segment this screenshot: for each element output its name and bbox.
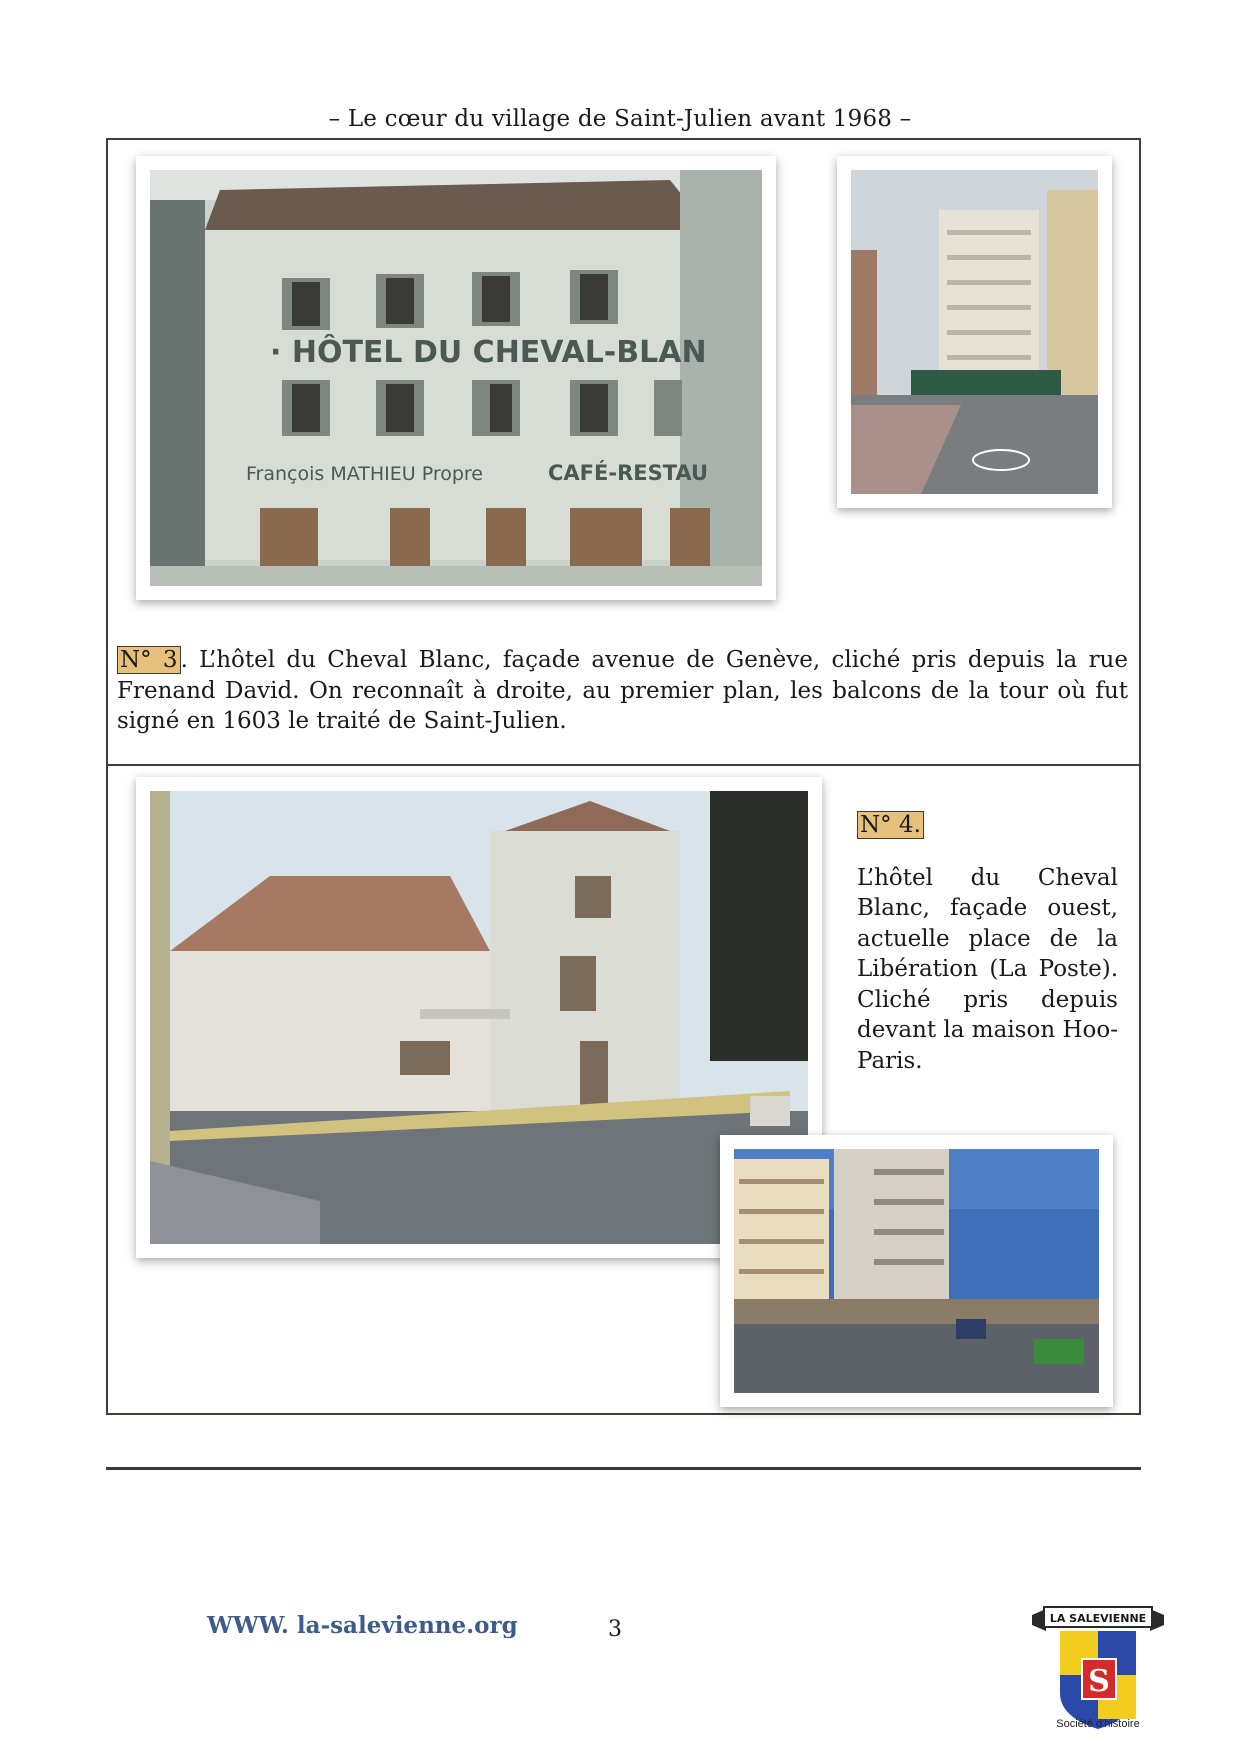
page-header: – Le cœur du village de Saint-Julien avant 1968 –: [328, 106, 912, 132]
caption-n4-text: L’hôtel du Cheval Blanc, façade ouest, actuelle place de la Libération (La Poste). Cliché pris depuis devant la maison Hoo-Paris.: [857, 864, 1118, 1074]
caption-n3-text: . L’hôtel du Cheval Blanc, façade avenue de Genève, cliché pris depuis la rue Frenand David. On reconnaît à droite, au premier plan, les balcons de la tour où fut signé en 1603 le traité de Saint-Julien.: [117, 647, 1128, 734]
tag-n4: N° 4.: [857, 811, 924, 839]
photo-rue-frenand-david-today: [837, 156, 1112, 508]
photo-place-liberation-today: [720, 1135, 1113, 1407]
logo-caption: Société d'histoire: [1056, 1718, 1140, 1730]
sign-owner: François MATHIEU Propre: [246, 463, 483, 485]
logo-name: LA SALEVIENNE: [1049, 1612, 1147, 1625]
sign-cafe: CAFÉ-RESTAU: [548, 461, 709, 485]
la-salevienne-logo: [1030, 1605, 1166, 1735]
frame-divider: [106, 764, 1141, 766]
page-number: 3: [608, 1617, 622, 1642]
caption-n3: [117, 645, 1128, 737]
sign-hotel-name: · HÔTEL DU CHEVAL-BLAN: [270, 335, 707, 370]
photo-hotel-cheval-blanc-old: [136, 156, 776, 600]
caption-n4: [857, 810, 1118, 1076]
tag-n3: N° 3: [117, 646, 181, 674]
footer-rule: [106, 1467, 1141, 1470]
website-link[interactable]: WWW. la-salevienne.org: [207, 1612, 518, 1639]
logo-letter: S: [1088, 1664, 1110, 1699]
